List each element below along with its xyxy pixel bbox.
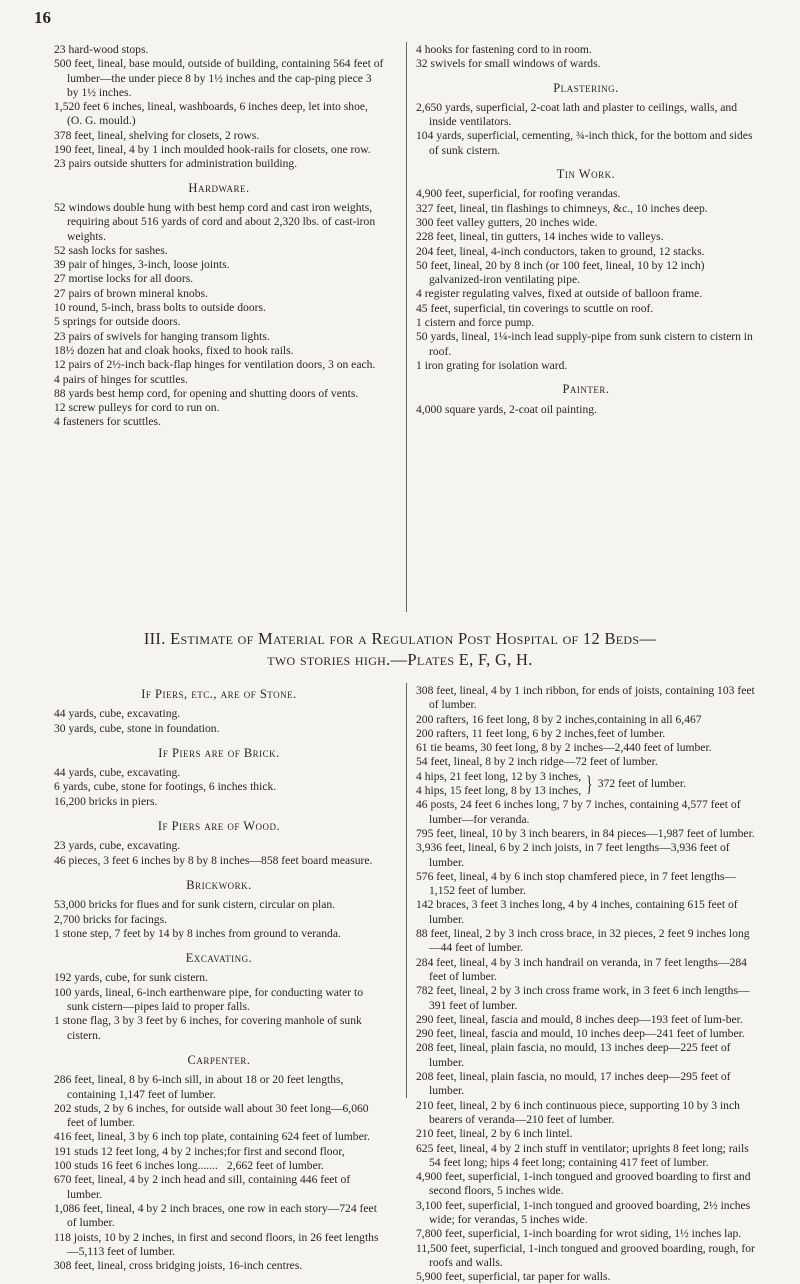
list-item: 5,900 feet, superficial, tar paper for walls. xyxy=(416,1270,611,1284)
list-item: 4,900 feet, superficial, for roofing verandas. xyxy=(416,187,621,201)
list-item: 190 feet, lineal, 4 by 1 inch moulded hook-rails for closets, one row. xyxy=(54,143,371,157)
stone-list xyxy=(54,707,384,736)
list-item: 52 sash locks for sashes. xyxy=(54,243,168,257)
top-right-list xyxy=(416,43,756,72)
list-item: 204 feet, lineal, 4-inch conductors, taken to ground, 12 stacks. xyxy=(416,244,705,258)
list-item: 27 pairs of brown mineral knobs. xyxy=(54,286,208,300)
tin-work-heading: Tin Work. xyxy=(556,167,616,182)
brickwork-list xyxy=(54,898,384,941)
carpentry-list-b xyxy=(416,741,760,770)
list-item: 5 springs for outside doors. xyxy=(54,315,181,329)
hips-line-2: 4 hips, 15 feet long, 8 by 13 inches, xyxy=(416,784,582,798)
list-item: 18½ dozen hat and cloak hooks, fixed to hook rails. xyxy=(54,343,294,357)
rafters-line-2: 200 rafters, 11 feet long, 6 by 2 inches, xyxy=(416,726,597,740)
section-heading xyxy=(0,628,800,670)
rafters-right-2: feet of lumber. xyxy=(597,726,666,740)
list-item: 30 yards, cube, stone in foundation. xyxy=(54,721,220,735)
list-item: 4 register regulating valves, fixed at outside of balloon frame. xyxy=(416,287,703,301)
list-item: 2,700 bricks for facings. xyxy=(54,912,168,926)
list-item: 32 swivels for small windows of wards. xyxy=(416,57,601,71)
top-right-column xyxy=(416,43,756,417)
section-heading-line1: III. Estimate of Material for a Regulation Post Hospital of 12 Beds— xyxy=(143,629,657,648)
list-item: 210 feet, lineal, 2 by 6 inch lintel. xyxy=(416,1127,573,1141)
brace-glyph: } xyxy=(586,771,593,797)
list-item: 27 mortise locks for all doors. xyxy=(54,272,194,286)
list-item: 52 windows double hung with best hemp cord and cast iron weights, requiring about 516 yards of cord and about 2,320 lbs. of cast-iron weights. xyxy=(54,200,376,243)
rafters-line-1: 200 rafters, 16 feet long, 8 by 2 inches, xyxy=(416,712,598,726)
painter-list xyxy=(416,403,756,417)
hips-line-1: 4 hips, 21 feet long, 12 by 3 inches, xyxy=(416,769,582,783)
list-item: 795 feet, lineal, 10 by 3 inch bearers, in 84 pieces—1,987 feet of lumber. xyxy=(416,826,755,840)
list-item: 54 feet, lineal, 8 by 2 inch ridge—72 feet of lumber. xyxy=(416,755,658,769)
list-item: 12 pairs of 2½-inch back-flap hinges for ventilation doors, 3 on each. xyxy=(54,358,376,372)
list-item: 4,900 feet, superficial, 1-inch tongued and grooved boarding to first and second floors, 5 inches wide. xyxy=(416,1170,751,1198)
carpentry-list-c xyxy=(416,798,760,1284)
list-item: 23 pairs of swivels for hanging transom lights. xyxy=(54,329,270,343)
list-item: 208 feet, lineal, plain fascia, no mould, 17 inches deep—295 feet of lumber. xyxy=(416,1070,731,1098)
list-item: 45 feet, superficial, tin coverings to scuttle on roof. xyxy=(416,301,654,315)
studs-right-1: for first and second floor, xyxy=(226,1144,345,1158)
studs-brace-block xyxy=(54,1145,384,1174)
section-heading-line2: two stories high.—Plates E, F, G, H. xyxy=(267,650,533,669)
list-item: 300 feet valley gutters, 20 inches wide. xyxy=(416,215,598,229)
list-item: 16,200 bricks in piers. xyxy=(54,794,158,808)
page-number: 16 xyxy=(34,8,51,27)
list-item: 104 yards, superficial, cementing, ¾-inch thick, for the bottom and sides of sunk cistern. xyxy=(416,129,753,157)
list-item: 4,000 square yards, 2-coat oil painting. xyxy=(416,402,597,416)
list-item: 228 feet, lineal, tin gutters, 14 inches wide to valleys. xyxy=(416,230,664,244)
list-item: 6 yards, cube, stone for footings, 6 inches thick. xyxy=(54,780,277,794)
list-item: 1 stone flag, 3 by 3 feet by 6 inches, for covering manhole of sunk cistern. xyxy=(54,1014,362,1042)
tin-work-list xyxy=(416,187,756,373)
list-item: 1,520 feet 6 inches, lineal, washboards, 6 inches deep, let into shoe, (O. G. mould.) xyxy=(54,100,368,128)
list-item: 88 yards best hemp cord, for opening and shutting doors of vents. xyxy=(54,386,359,400)
list-item: 7,800 feet, superficial, 1-inch boarding for wrot siding, 1½ inches lap. xyxy=(416,1227,742,1241)
plastering-list xyxy=(416,101,756,158)
list-item: 670 feet, lineal, 4 by 2 inch head and sill, containing 446 feet of lumber. xyxy=(54,1173,351,1201)
list-item: 118 joists, 10 by 2 inches, in first and second floors, in 26 feet lengths—5,113 feet of lumber. xyxy=(54,1230,379,1258)
list-item: 1 iron grating for isolation ward. xyxy=(416,358,568,372)
list-item: 308 feet, lineal, cross bridging joists, 16-inch centres. xyxy=(54,1259,303,1273)
list-item: 202 studs, 2 by 6 inches, for outside wall about 30 feet long—6,060 feet of lumber. xyxy=(54,1101,369,1130)
list-item: 61 tie beams, 30 feet long, 8 by 2 inches—2,440 feet of lumber. xyxy=(416,741,712,755)
list-item: 39 pair of hinges, 3-inch, loose joints. xyxy=(54,258,230,272)
hips-right: 372 feet of lumber. xyxy=(597,776,686,790)
brickwork-heading: Brickwork. xyxy=(186,877,252,892)
column-divider-top xyxy=(406,42,407,612)
hips-brace-block xyxy=(416,770,760,799)
list-item: 3,100 feet, superficial, 1-inch tongued and grooved boarding, 2½ inches wide; for verandas, 5 inches wide. xyxy=(416,1198,751,1226)
list-item: 416 feet, lineal, 3 by 6 inch top plate, containing 624 feet of lumber. xyxy=(54,1130,370,1144)
list-item: 44 yards, cube, excavating. xyxy=(54,766,181,780)
rafters-brace-block xyxy=(416,713,760,742)
carpenter-heading: Carpenter. xyxy=(187,1052,251,1067)
brick-heading: If Piers are of Brick. xyxy=(158,745,280,760)
list-item: 53,000 bricks for flues and for sunk cistern, circular on plan. xyxy=(54,898,336,912)
list-item: 327 feet, lineal, tin flashings to chimneys, &c., 10 inches deep. xyxy=(416,201,708,215)
list-item: 44 yards, cube, excavating. xyxy=(54,707,181,721)
list-item: 1 stone step, 7 feet by 14 by 8 inches from ground to veranda. xyxy=(54,926,341,940)
list-item: 290 feet, lineal, fascia and mould, 10 inches deep—241 feet of lumber. xyxy=(416,1027,745,1041)
list-item: 286 feet, lineal, 8 by 6-inch sill, in about 18 or 20 feet lengths, containing 1,147 feet of lumber. xyxy=(54,1073,344,1101)
list-item: 4 hooks for fastening cord to in room. xyxy=(416,43,592,56)
list-item: 46 posts, 24 feet 6 inches long, 7 by 7 inches, containing 4,577 feet of lumber—for veranda. xyxy=(416,798,741,826)
wood-list xyxy=(54,839,384,868)
list-item: 11,500 feet, superficial, 1-inch tongued and grooved boarding, rough, for roofs and walls. xyxy=(416,1241,755,1269)
studs-right-2: 2,662 feet of lumber. xyxy=(226,1159,324,1173)
list-item: 10 round, 5-inch, brass bolts to outside doors. xyxy=(54,301,266,315)
wood-heading: If Piers are of Wood. xyxy=(157,819,281,834)
top-left-list xyxy=(54,43,384,172)
hardware-list xyxy=(54,201,384,430)
excavating-list xyxy=(54,971,384,1042)
list-item: 4 pairs of hinges for scuttles. xyxy=(54,372,188,386)
list-item: 50 yards, lineal, 1¼-inch lead supply-pipe from sunk cistern to cistern in roof. xyxy=(416,330,753,358)
list-item: 23 hard-wood stops. xyxy=(54,43,149,56)
studs-line-2: 100 studs 16 feet 6 inches long....... xyxy=(54,1159,218,1173)
plastering-heading: Plastering. xyxy=(553,80,619,95)
list-item: 23 yards, cube, excavating. xyxy=(54,839,181,853)
excavating-heading: Excavating. xyxy=(185,951,253,966)
list-item: 2,650 yards, superficial, 2-coat lath and plaster to ceilings, walls, and inside ventilators. xyxy=(416,100,737,129)
brick-list xyxy=(54,766,384,809)
list-item: 3,936 feet, lineal, 6 by 2 inch joists, in 7 feet lengths—3,936 feet of lumber. xyxy=(416,841,730,869)
list-item: 284 feet, lineal, 4 by 3 inch handrail on veranda, in 7 feet lengths—284 feet of lumber. xyxy=(416,955,747,983)
studs-line-1: 191 studs 12 feet long, 4 by 2 inches; xyxy=(54,1144,227,1158)
list-item: 1 cistern and force pump. xyxy=(416,316,535,330)
list-item: 50 feet, lineal, 20 by 8 inch (or 100 feet, lineal, 10 by 12 inch) galvanized-iron ventilating pipe. xyxy=(416,258,705,287)
list-item: 576 feet, lineal, 4 by 6 inch stop chamfered piece, in 7 feet lengths—1,152 feet of lumber. xyxy=(416,869,737,898)
list-item: 88 feet, lineal, 2 by 3 inch cross brace, in 32 pieces, 2 feet 9 inches long—44 feet of lumber. xyxy=(416,927,750,955)
hardware-heading: Hardware. xyxy=(188,180,250,195)
list-item: 290 feet, lineal, fascia and mould, 8 inches deep—193 feet of lum-ber. xyxy=(416,1012,743,1026)
list-item: 210 feet, lineal, 2 by 6 inch continuous piece, supporting 10 by 3 inch bearers of veranda—210 feet of lumber. xyxy=(416,1098,740,1126)
rafters-right-1: containing in all 6,467 xyxy=(597,712,702,726)
bottom-left-column xyxy=(54,684,384,1273)
list-item: 625 feet, lineal, 4 by 2 inch stuff in ventilator; uprights 8 feet long; rails 54 feet long; hips 4 feet long; containing 417 feet of lumber. xyxy=(416,1141,749,1169)
carpentry-list-a xyxy=(416,684,760,713)
list-item: 4 fasteners for scuttles. xyxy=(54,415,161,429)
list-item: 1,086 feet, lineal, 4 by 2 inch braces, one row in each story—724 feet of lumber. xyxy=(54,1201,377,1230)
carpenter-list-a xyxy=(54,1073,384,1144)
list-item: 46 pieces, 3 feet 6 inches by 8 by 8 inches—858 feet board measure. xyxy=(54,853,373,867)
list-item: 142 braces, 3 feet 3 inches long, 4 by 4 inches, containing 615 feet of lumber. xyxy=(416,898,738,926)
painter-heading: Painter. xyxy=(562,382,610,397)
bottom-right-column xyxy=(416,684,760,1284)
top-left-column xyxy=(54,43,384,430)
list-item: 500 feet, lineal, base mould, outside of building, containing 564 feet of lumber—the under piece 8 by 1½ inches and the cap-ping piece 3 by 1½ inches. xyxy=(54,57,384,99)
list-item: 308 feet, lineal, 4 by 1 inch ribbon, for ends of joists, containing 103 feet of lumber. xyxy=(416,684,755,712)
list-item: 192 yards, cube, for sunk cistern. xyxy=(54,971,208,985)
list-item: 378 feet, lineal, shelving for closets, 2 rows. xyxy=(54,128,260,142)
carpenter-list-b xyxy=(54,1173,384,1273)
list-item: 100 yards, lineal, 6-inch earthenware pipe, for conducting water to sunk cistern—pipes laid to proper falls. xyxy=(54,985,364,1014)
list-item: 782 feet, lineal, 2 by 3 inch cross frame work, in 3 feet 6 inch lengths—391 feet of lumber. xyxy=(416,984,750,1012)
list-item: 12 screw pulleys for cord to run on. xyxy=(54,401,220,415)
list-item: 23 pairs outside shutters for administration building. xyxy=(54,157,298,171)
stone-heading: If Piers, etc., are of Stone. xyxy=(141,687,297,701)
bottom-section xyxy=(0,683,800,1284)
list-item: 208 feet, lineal, plain fascia, no mould, 13 inches deep—225 feet of lumber. xyxy=(416,1041,731,1069)
